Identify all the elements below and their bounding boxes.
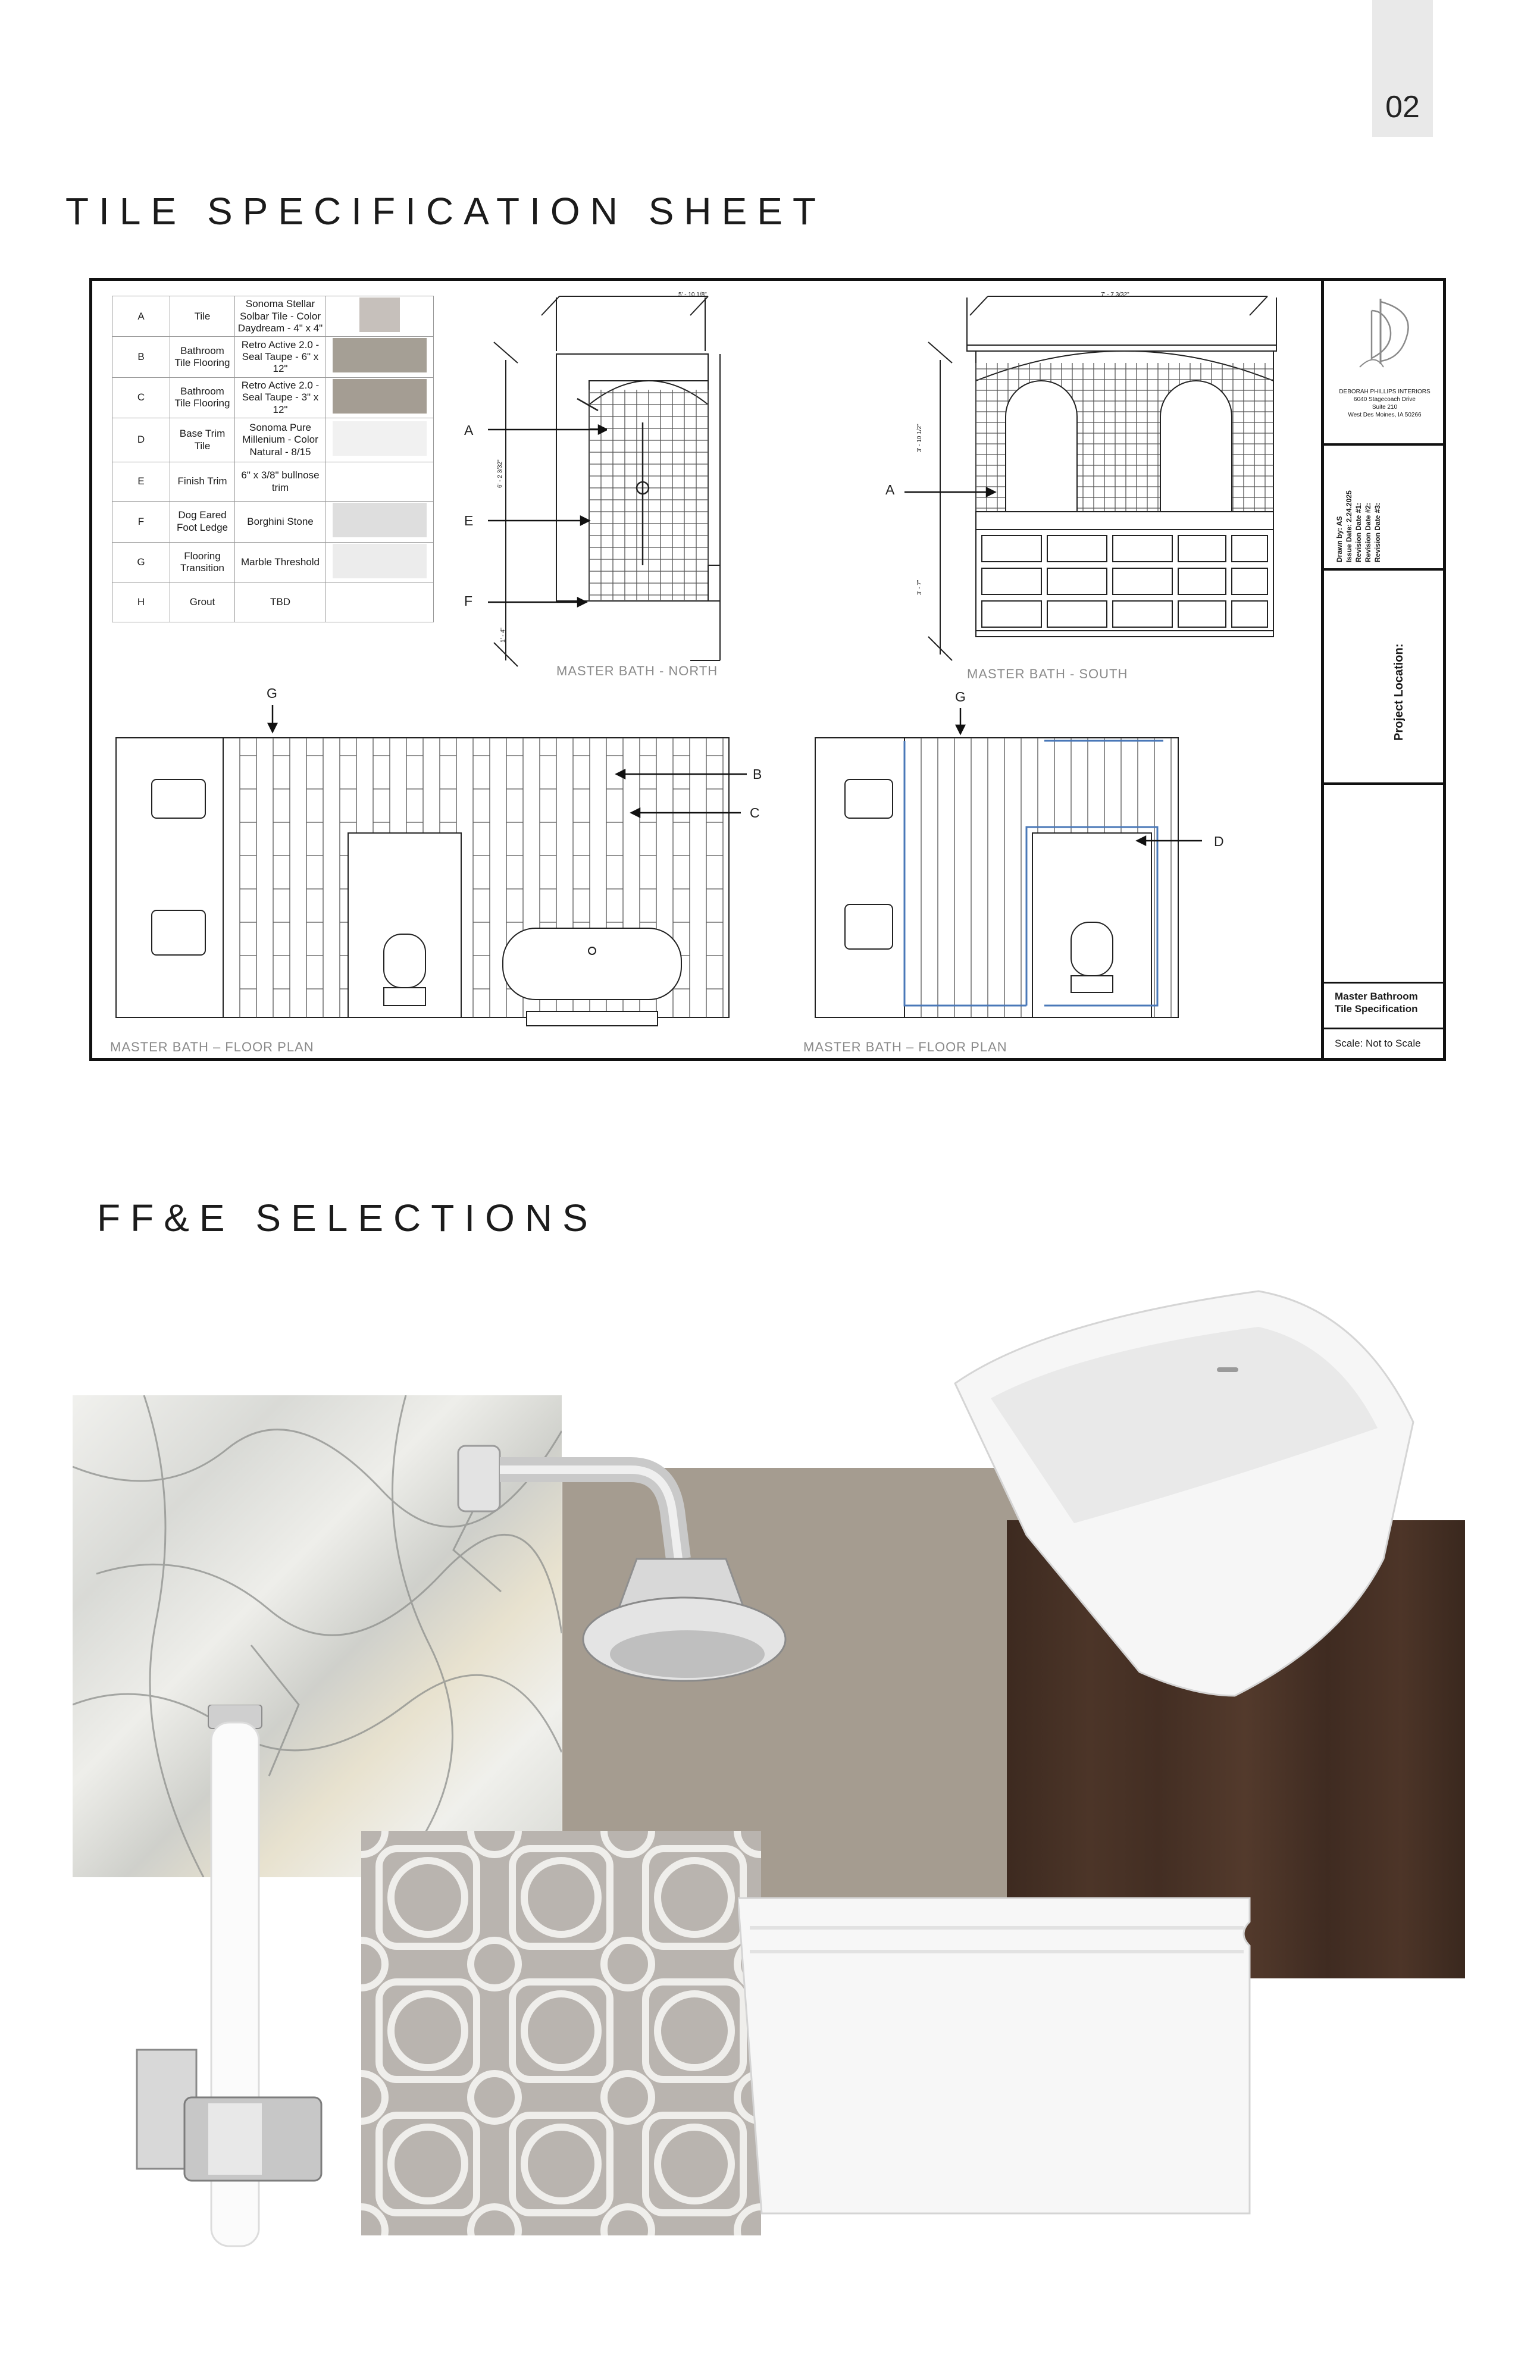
spec-item: Finish Trim: [170, 462, 235, 502]
north-arrows: [476, 416, 607, 613]
drawn-by: Drawn by: AS: [1335, 516, 1344, 562]
spec-description: Marble Threshold: [235, 542, 326, 583]
plan2-arrows: [952, 705, 1208, 848]
south-caption: MASTER BATH - SOUTH: [967, 666, 1128, 681]
spec-key: H: [112, 583, 170, 622]
south-dim-upper: 3' - 10 1/2": [916, 424, 923, 452]
spec-item: Bathroom Tile Flooring: [170, 377, 235, 418]
title-block-rule: [1321, 1028, 1446, 1029]
tile-swatch-image: [333, 544, 427, 578]
revision-block: [1335, 443, 1382, 562]
sheet-title-line-1: Master Bathroom: [1335, 991, 1418, 1002]
spec-item: Flooring Transition: [170, 542, 235, 583]
spec-row: [112, 583, 434, 622]
title-block-rule: [1321, 982, 1446, 984]
issue-date: Issue Date: 2.24.2025: [1345, 490, 1353, 562]
feature-tile-swatch: [361, 1831, 761, 2235]
spec-key: A: [112, 296, 170, 337]
address-line-2: Suite 210: [1372, 404, 1398, 411]
page-number: 02: [1385, 90, 1420, 124]
spec-description: Retro Active 2.0 - Seal Taupe - 6" x 12": [235, 337, 326, 377]
tile-pattern: [361, 1831, 761, 2235]
callout-b: B: [753, 766, 762, 782]
floor-plan-caption-2: MASTER BATH – FLOOR PLAN: [803, 1039, 1007, 1054]
spec-swatch: [326, 377, 434, 418]
sheet-title-line-2: Tile Specification: [1335, 1003, 1418, 1014]
address-line-1: 6040 Stagecoach Drive: [1354, 396, 1416, 403]
address-line-3: West Des Moines, IA 50266: [1348, 412, 1422, 418]
spec-key: D: [112, 418, 170, 462]
tile-swatch-image: [333, 503, 427, 537]
callout-c: C: [750, 805, 760, 821]
callout-g-plan1: G: [267, 685, 277, 701]
south-width-dim: 7' - 7 3/32": [1101, 292, 1129, 298]
spec-item: Tile: [170, 296, 235, 337]
north-width-dim: 5' - 10 1/8": [678, 292, 707, 298]
spec-swatch: [326, 337, 434, 377]
callout-d: D: [1214, 834, 1224, 849]
spec-row: [112, 418, 434, 462]
tile-swatch-image: [359, 298, 400, 332]
spec-description: 6" x 3/8" bullnose trim: [235, 462, 326, 502]
firm-logo: [1348, 293, 1419, 370]
tile-swatch-image: [333, 338, 427, 372]
revision-date-2: Revision Date #2:: [1364, 502, 1372, 562]
ffe-section-title: FF&E SELECTIONS: [97, 1197, 598, 1239]
spec-description: Sonoma Pure Millenium - Color Natural - 8/15: [235, 418, 326, 462]
north-height-dim: 6' - 2 3/32": [497, 459, 503, 488]
spec-key: E: [112, 462, 170, 502]
callout-a-south: A: [885, 482, 895, 497]
spec-swatch: [326, 542, 434, 583]
spec-item: Grout: [170, 583, 235, 622]
spec-item: Bathroom Tile Flooring: [170, 337, 235, 377]
firm-name: DEBORAH PHILLIPS INTERIORS: [1339, 389, 1431, 395]
spec-row: [112, 502, 434, 542]
spec-row: [112, 462, 434, 502]
north-ledge-dim: 1' - 4": [500, 627, 506, 643]
spec-description: TBD: [235, 583, 326, 622]
tile-swatch-image: [333, 379, 427, 414]
spec-description: Retro Active 2.0 - Seal Taupe - 3" x 12": [235, 377, 326, 418]
page-title: TILE SPECIFICATION SHEET: [65, 190, 827, 233]
south-arrow: [899, 485, 1000, 503]
spec-swatch: [326, 583, 434, 622]
wall-sconce: [125, 1705, 327, 2258]
revision-date-1: Revision Date #1:: [1354, 502, 1363, 562]
spec-table: [112, 296, 434, 622]
spec-description: Sonoma Stellar Solbar Tile - Color Daydream - 4" x 4": [235, 296, 326, 337]
spec-description: Borghini Stone: [235, 502, 326, 542]
shower-head: [452, 1434, 797, 1767]
spec-row: [112, 337, 434, 377]
spec-key: F: [112, 502, 170, 542]
revision-date-3: Revision Date #3:: [1373, 502, 1382, 562]
spec-item: Base Trim Tile: [170, 418, 235, 462]
callout-f: F: [464, 593, 473, 609]
callout-a-north: A: [464, 422, 474, 438]
firm-address: [1326, 388, 1444, 419]
spec-swatch: [326, 462, 434, 502]
callout-g-plan2: G: [955, 689, 966, 704]
spec-row: [112, 542, 434, 583]
title-block-rule: [1321, 568, 1446, 571]
project-location: Project Location:: [1392, 643, 1406, 741]
spec-swatch: [326, 418, 434, 462]
floor-plan-caption-1: MASTER BATH – FLOOR PLAN: [110, 1039, 314, 1054]
tile-swatch-image: [333, 421, 427, 456]
scale-note: Scale: Not to Scale: [1335, 1038, 1421, 1049]
spec-key: B: [112, 337, 170, 377]
spec-row: [112, 296, 434, 337]
callout-e: E: [464, 513, 474, 528]
title-block-rule: [1321, 782, 1446, 785]
spec-row: [112, 377, 434, 418]
freestanding-tub: [925, 1285, 1419, 1702]
spec-key: G: [112, 542, 170, 583]
base-trim-tile: [738, 1892, 1262, 2225]
spec-swatch: [326, 502, 434, 542]
sheet-title: [1335, 990, 1418, 1015]
spec-swatch: [326, 296, 434, 337]
spec-key: C: [112, 377, 170, 418]
title-block-divider: [1321, 278, 1324, 1061]
plan1-arrows: [262, 702, 774, 821]
spec-item: Dog Eared Foot Ledge: [170, 502, 235, 542]
north-caption: MASTER BATH - NORTH: [556, 663, 718, 678]
south-dim-lower: 3' - 7": [916, 580, 923, 595]
